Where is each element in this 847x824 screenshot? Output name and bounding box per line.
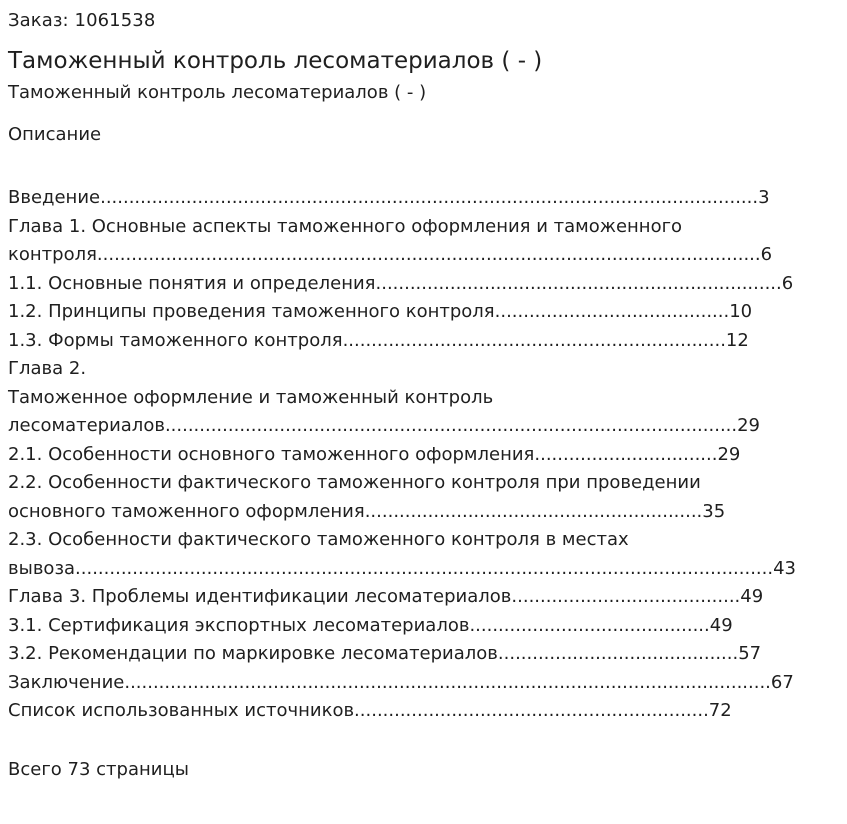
toc-line: лесоматериалов....................................................................................................29 [8, 415, 761, 436]
toc-line: Таможенное оформление и таможенный контроль [8, 386, 494, 408]
toc-line: Глава 1. Основные аспекты таможенного оформления и таможенного [8, 215, 683, 237]
toc-line: вывоза..........................................................................................................................43 [8, 557, 796, 579]
toc-line: 1.1. Основные понятия и определения.......................................................................6 [8, 272, 794, 294]
toc-line: основного таможенного оформления...........................................................35 [8, 500, 726, 522]
toc-line: Список использованных источников..............................................................72 [8, 700, 732, 721]
toc-line: 3.1. Сертификация экспортных лесоматериалов..........................................49 [8, 614, 733, 636]
toc-line: 2.1. Особенности основного таможенного оформления................................29 [8, 443, 741, 465]
table-of-contents [8, 184, 839, 726]
toc-line: контроля....................................................................................................................6 [8, 244, 773, 265]
toc-line: 1.3. Формы таможенного контроля...................................................................12 [8, 329, 749, 351]
toc-line: 3.2. Рекомендации по маркировке лесоматериалов..........................................57 [8, 643, 762, 664]
toc-line: 2.2. Особенности фактического таможенного контроля при проведении [8, 472, 701, 493]
toc-line: Введение...................................................................................................................3 [8, 187, 770, 208]
order-number: Заказ: 1061538 [8, 10, 156, 31]
toc-line: Заключение.................................................................................................................67 [8, 671, 794, 693]
toc-line: 1.2. Принципы проведения таможенного контроля.........................................10 [8, 301, 753, 322]
description-heading: Описание [8, 124, 102, 145]
page-title: Таможенный контроль лесоматериалов ( - ) [8, 48, 543, 74]
total-pages: Всего 73 страницы [8, 758, 189, 780]
page-subtitle: Таможенный контроль лесоматериалов ( - ) [8, 82, 427, 103]
toc-line: 2.3. Особенности фактического таможенного контроля в местах [8, 529, 629, 550]
toc-line: Глава 2. [8, 358, 87, 379]
toc-line: Глава 3. Проблемы идентификации лесоматериалов........................................49 [8, 586, 764, 607]
